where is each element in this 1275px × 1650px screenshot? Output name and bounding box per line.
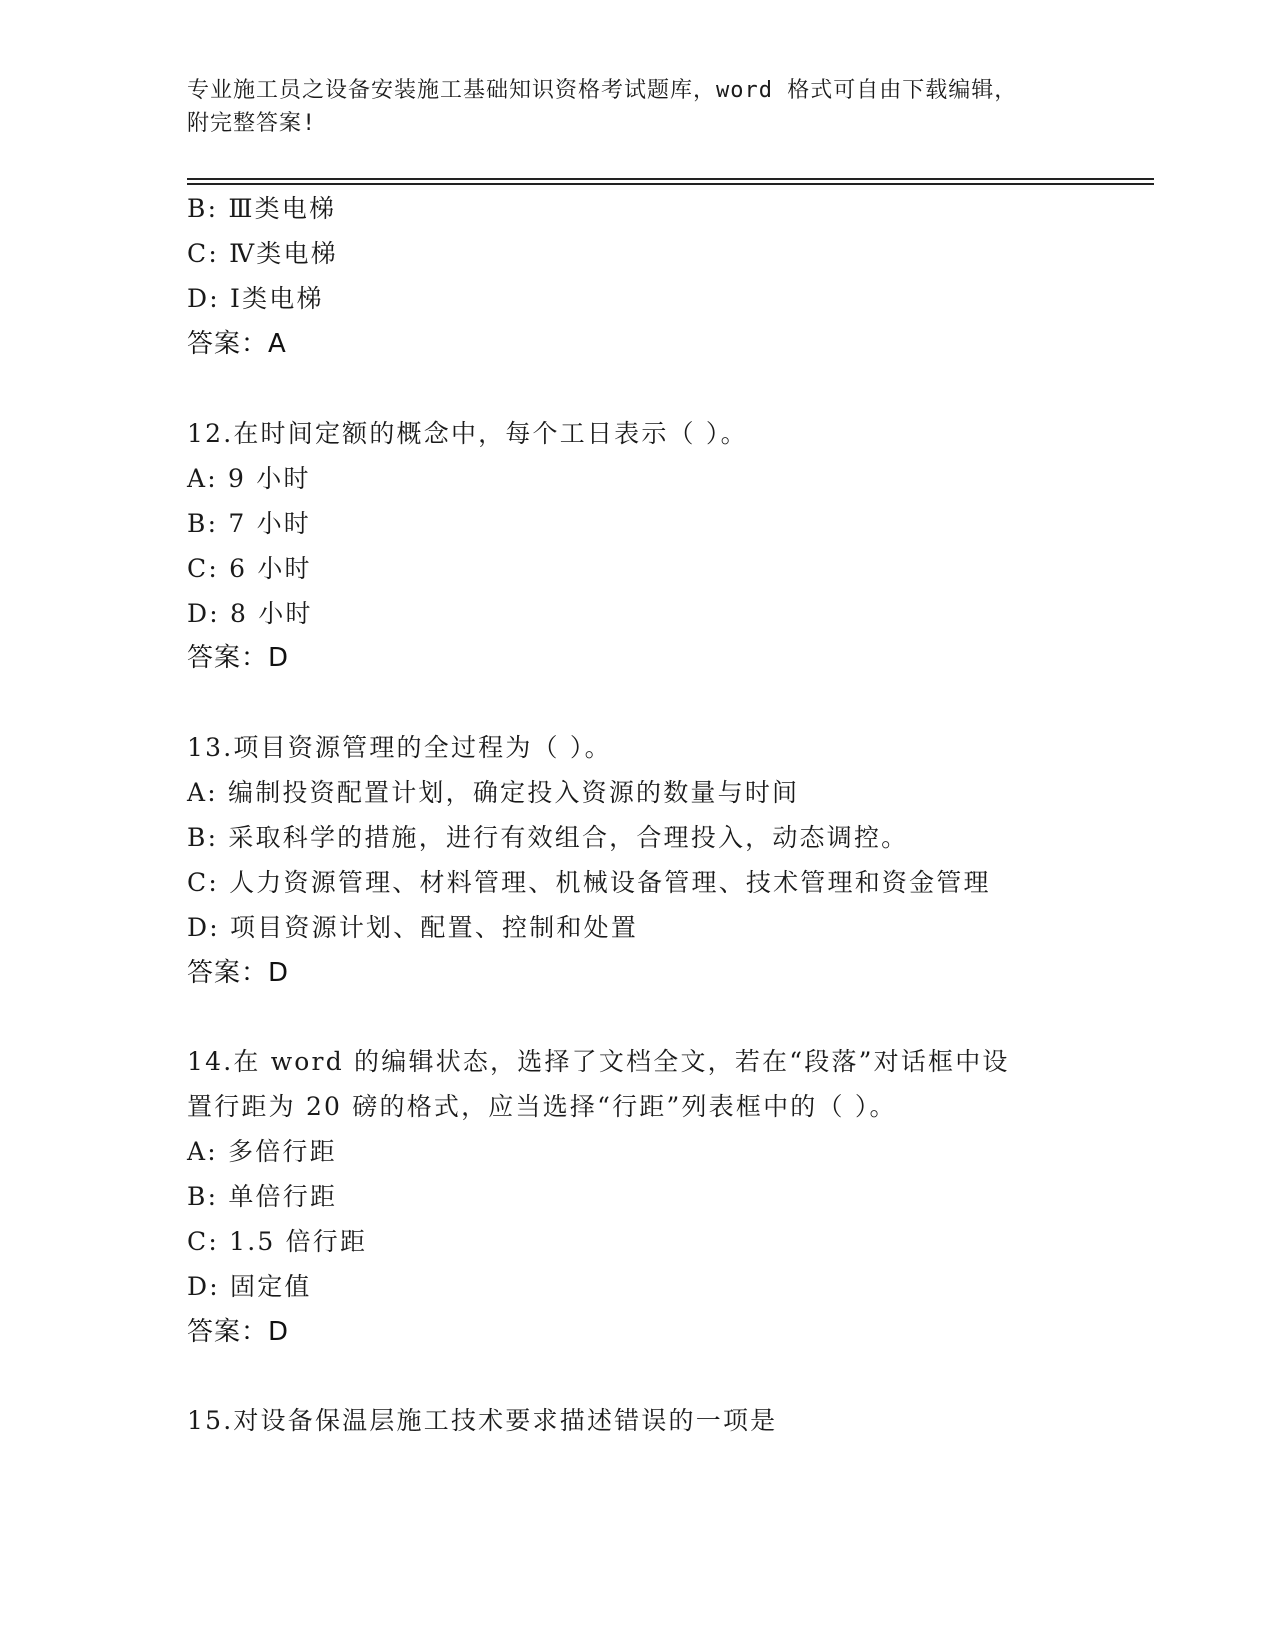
q13-answer: 答案：D: [187, 958, 290, 988]
q11-option-c: C: Ⅳ类电梯: [187, 239, 338, 268]
q14-question-line-2: 置行距为 20 磅的格式，应当选择“行距”列表框中的（ ）。: [187, 1092, 897, 1121]
header-divider-bottom: [187, 183, 1154, 185]
header-divider-top: [187, 178, 1154, 180]
q14-option-d: D: 固定值: [187, 1272, 312, 1301]
q15-question: 15.对设备保温层施工技术要求描述错误的一项是: [187, 1406, 778, 1435]
q14-question-line-1: 14.在 word 的编辑状态，选择了文档全文，若在“段落”对话框中设: [187, 1047, 1010, 1076]
q11-option-d: D: Ⅰ类电梯: [187, 284, 324, 313]
q13-question: 13.项目资源管理的全过程为（ ）。: [187, 733, 612, 762]
q12-answer: 答案：D: [187, 643, 290, 673]
q11-answer: 答案：A: [187, 329, 287, 359]
q12-option-b: B: 7 小时: [187, 509, 311, 538]
q13-option-b: B: 采取科学的措施，进行有效组合，合理投入，动态调控。: [187, 823, 909, 852]
header-line-1: 专业施工员之设备安装施工基础知识资格考试题库，word 格式可自由下载编辑，: [187, 78, 1018, 103]
q12-question: 12.在时间定额的概念中，每个工日表示（ ）。: [187, 419, 748, 448]
q11-option-b: B: Ⅲ类电梯: [187, 194, 337, 223]
q13-option-c: C: 人力资源管理、材料管理、机械设备管理、技术管理和资金管理: [187, 868, 991, 897]
q13-option-a: A: 编制投资配置计划，确定投入资源的数量与时间: [187, 778, 800, 807]
q12-option-d: D: 8 小时: [187, 599, 313, 628]
header-line-2: 附完整答案!: [187, 111, 317, 136]
q12-option-a: A: 9 小时: [187, 464, 311, 493]
q14-option-b: B: 单倍行距: [187, 1182, 338, 1211]
document-header: [187, 74, 1087, 140]
q14-option-c: C: 1.5 倍行距: [187, 1227, 368, 1256]
q14-answer: 答案：D: [187, 1317, 290, 1347]
q12-option-c: C: 6 小时: [187, 554, 312, 583]
q13-option-d: D: 项目资源计划、配置、控制和处置: [187, 913, 639, 942]
q14-option-a: A: 多倍行距: [187, 1137, 337, 1166]
